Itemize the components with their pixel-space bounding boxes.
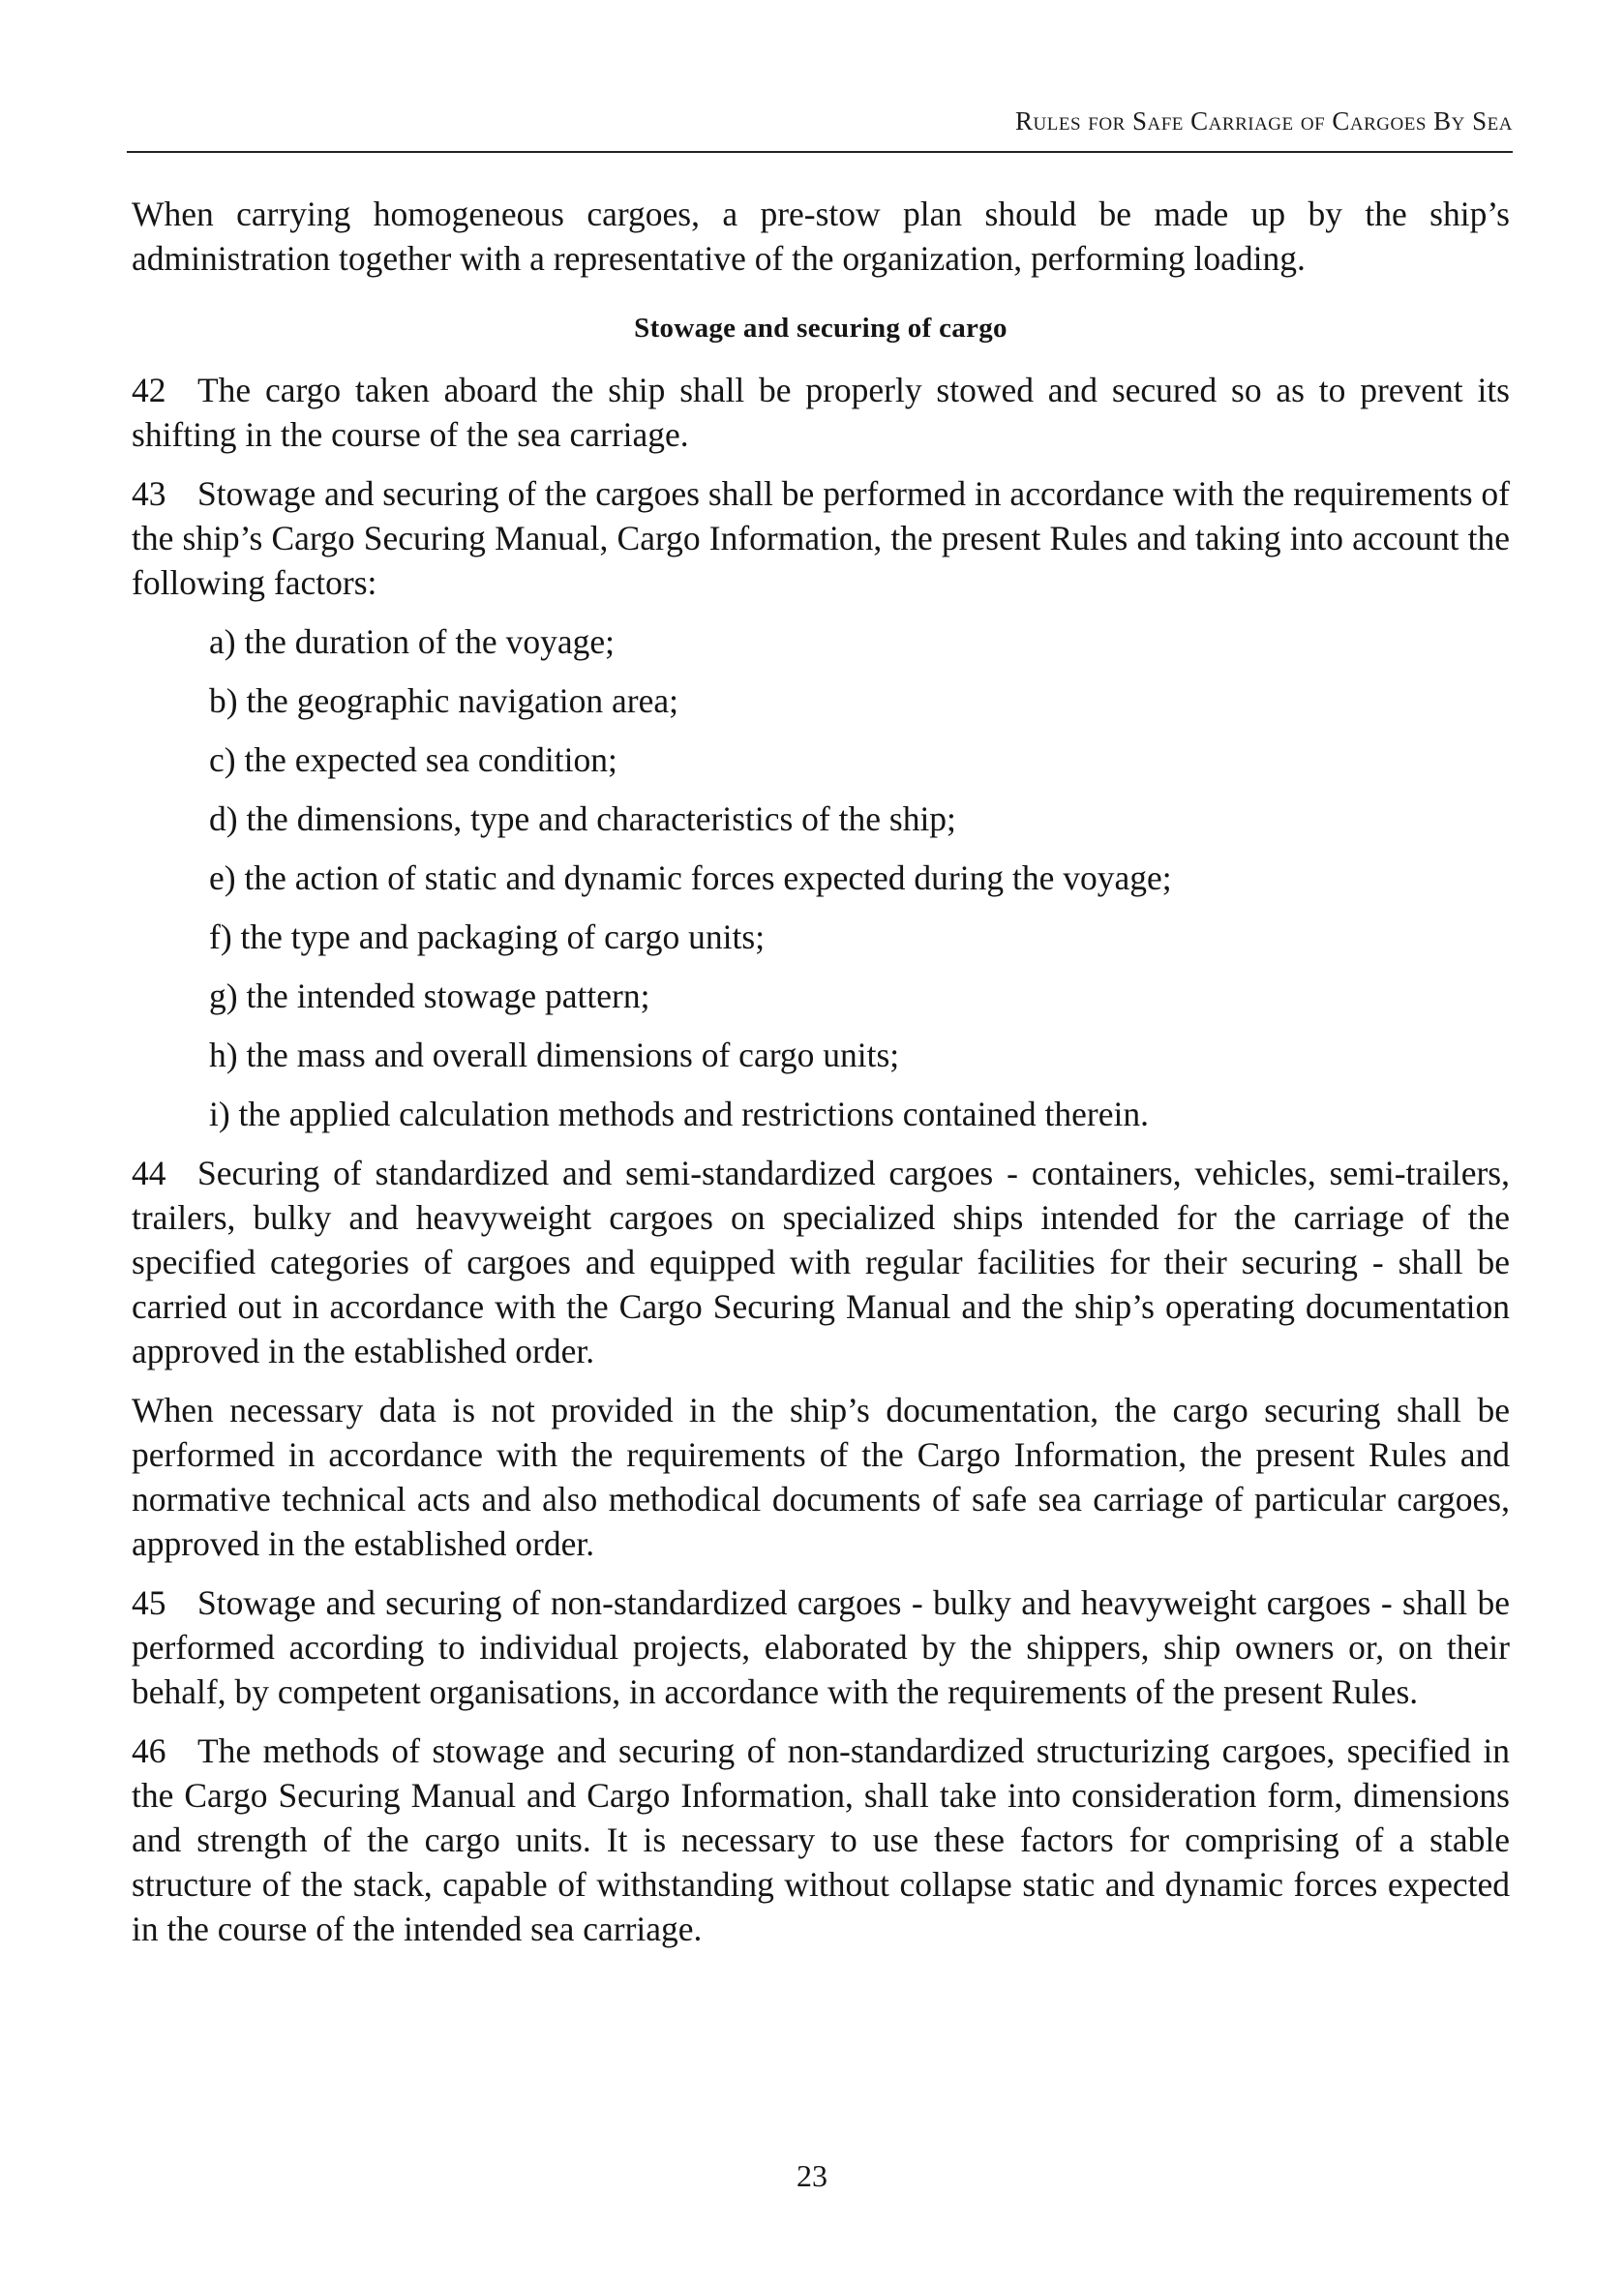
list-item: d) the dimensions, type and characteristics of the ship; — [209, 799, 956, 838]
list-item: b) the geographic navigation area; — [209, 681, 678, 720]
paragraph-number: 46 — [132, 1731, 166, 1770]
running-header: Rules for Safe Carriage of Cargoes By Sea — [1015, 106, 1513, 135]
paragraph-number: 45 — [132, 1583, 166, 1622]
paragraph-number: 42 — [132, 371, 166, 409]
paragraph-44-continuation: When necessary data is not provided in the ship’s documentation, the cargo securing shall be performed in accordance with the requirements of the Cargo Information, the present Rules and normative technical acts and also methodical documents of safe sea carriage of particular cargoes, approved in the established order. — [132, 1391, 1510, 1563]
list-item: i) the applied calculation methods and restrictions contained therein. — [209, 1095, 1149, 1133]
document-body — [132, 192, 1510, 1966]
paragraph-number: 43 — [132, 474, 166, 513]
paragraph-43 — [132, 471, 1510, 605]
intro-paragraph: When carrying homogeneous cargoes, a pre-stow plan should be made up by the ship’s administration together with a representative of the organization, performing loading. — [132, 195, 1510, 278]
header-rule — [127, 151, 1513, 153]
list-item: f) the type and packaging of cargo units; — [209, 917, 766, 956]
paragraph-text: Stowage and securing of non-standardized cargoes - bulky and heavyweight cargoes - shall be performed according to individual projects, elaborated by the shippers, ship owners or, on their behalf, by competent organisations, in accordance with the requirements of the present Rules. — [132, 1583, 1510, 1711]
paragraph-text: The cargo taken aboard the ship shall be properly stowed and secured so as to prevent its shifting in the course of the sea carriage. — [132, 371, 1510, 454]
paragraph-text: Securing of standardized and semi-standardized cargoes - containers, vehicles, semi-trailers, trailers, bulky and heavyweight cargoes on specialized ships intended for the carriage of the specified categories of cargoes and equipped with regular facilities for their securing - shall be carried out in accordance with the Cargo Securing Manual and the ship’s operating documentation approved in the established order. — [132, 1154, 1510, 1370]
list-item: a) the duration of the voyage; — [209, 622, 615, 661]
paragraph-45 — [132, 1580, 1510, 1714]
paragraph-44 — [132, 1151, 1510, 1373]
factors-list — [132, 619, 1510, 1136]
paragraph-number: 44 — [132, 1154, 166, 1192]
paragraph-text: Stowage and securing of the cargoes shall be performed in accordance with the requirements of the ship’s Cargo Securing Manual, Cargo Information, the present Rules and taking into account the following factors: — [132, 474, 1510, 602]
page-number: 23 — [797, 2158, 827, 2193]
list-item: h) the mass and overall dimensions of cargo units; — [209, 1036, 900, 1074]
list-item: e) the action of static and dynamic forces expected during the voyage; — [209, 858, 1172, 897]
section-heading: Stowage and securing of cargo — [634, 313, 1007, 344]
list-item: g) the intended stowage pattern; — [209, 977, 650, 1015]
paragraph-42 — [132, 368, 1510, 457]
list-item: c) the expected sea condition; — [209, 740, 617, 779]
paragraph-text: The methods of stowage and securing of non-standardized structurizing cargoes, specified in the Cargo Securing Manual and Cargo Information, shall take into consideration form, dimensions and strength of the cargo units. It is necessary to use these factors for comprising of a stable structure of the stack, capable of withstanding without collapse static and dynamic forces expected in the course of the intended sea carriage. — [132, 1731, 1510, 1948]
paragraph-46 — [132, 1729, 1510, 1951]
